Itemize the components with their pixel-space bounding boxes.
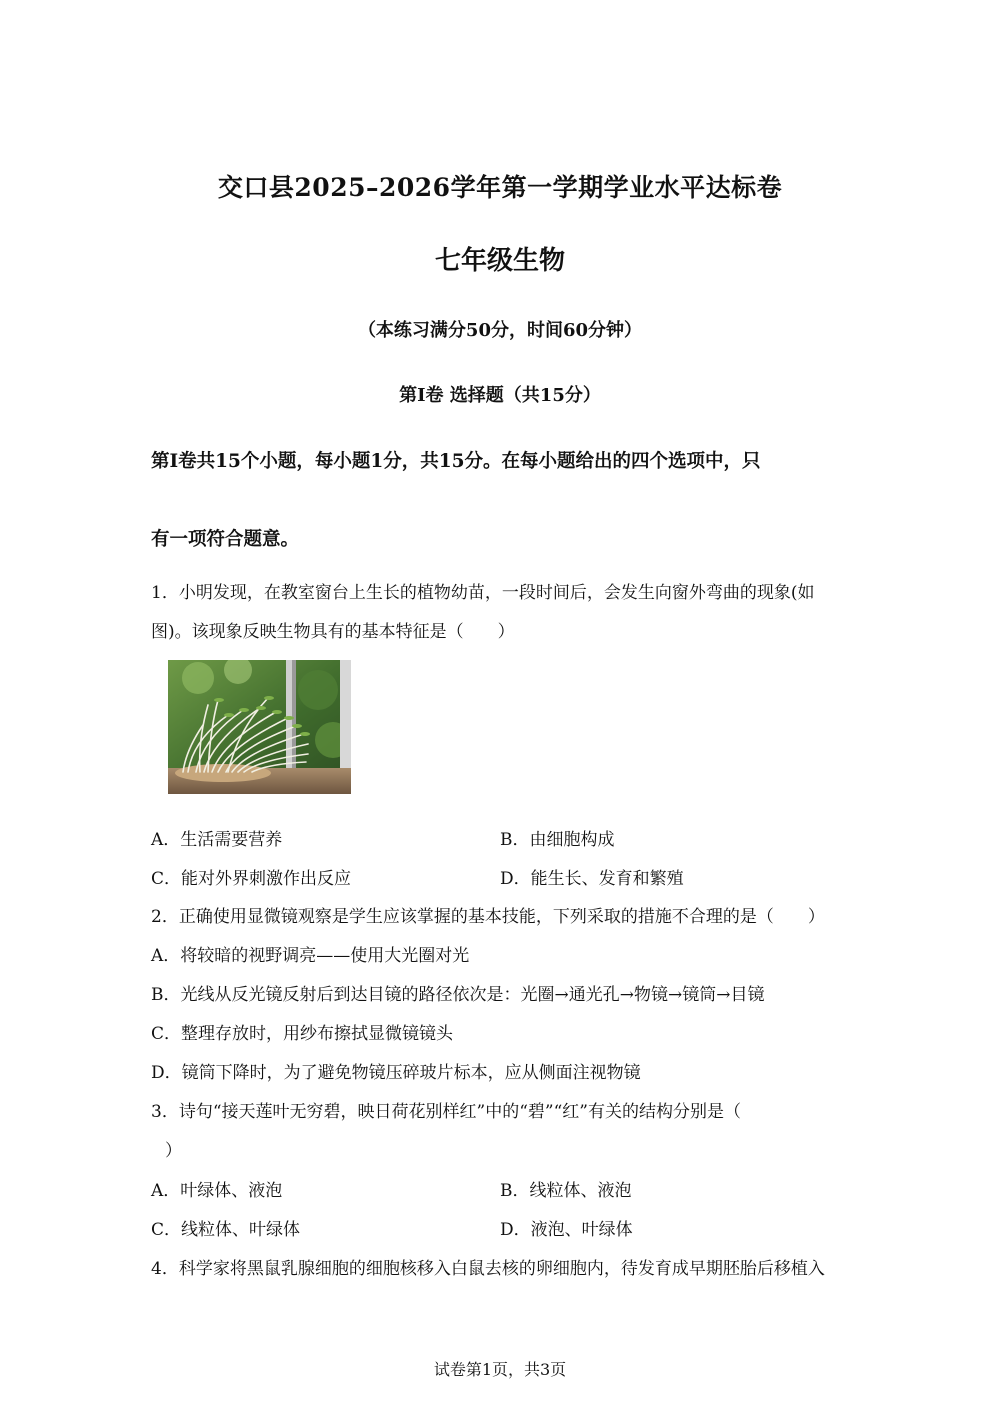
question-4-stem-line-1: 4．科学家将黑鼠乳腺细胞的细胞核移入白鼠去核的卵细胞内，待发育成早期胚胎后移植入 (151, 1259, 825, 1279)
question-3-stem-line-2: ） (165, 1141, 182, 1161)
question-3-option-b: B．线粒体、液泡 (500, 1181, 632, 1201)
question-3-option-c: C．线粒体、叶绿体 (151, 1220, 301, 1240)
seedlings-bending-photo (168, 660, 351, 794)
question-2-option-d: D．镜筒下降时，为了避免物镜压碎玻片标本，应从侧面注视物镜 (151, 1063, 641, 1083)
exam-subject: 七年级生物 (434, 246, 565, 276)
instructions-line-1: 第Ⅰ卷共15个小题，每小题1分，共15分。在每小题给出的四个选项中，只 (151, 451, 761, 472)
section-heading: 第Ⅰ卷 选择题（共15分） (399, 385, 601, 406)
question-3-stem-line-1: 3．诗句“接天莲叶无穷碧，映日荷花别样红”中的“碧”“红”有关的结构分别是（ (151, 1102, 741, 1122)
question-1-stem-line-1: 1．小明发现，在教室窗台上生长的植物幼苗，一段时间后，会发生向窗外弯曲的现象(如 (151, 583, 815, 603)
exam-title: 交口县2025–2026学年第一学期学业水平达标卷 (217, 173, 783, 202)
question-2-option-a: A．将较暗的视野调亮——使用大光圈对光 (151, 946, 470, 966)
question-1-option-c: C．能对外界刺激作出反应 (151, 869, 352, 889)
question-2-option-c: C．整理存放时，用纱布擦拭显微镜镜头 (151, 1024, 454, 1044)
page-footer: 试卷第1页，共3页 (433, 1360, 567, 1379)
question-1-option-b: B．由细胞构成 (500, 830, 615, 850)
question-2-stem: 2．正确使用显微镜观察是学生应该掌握的基本技能，下列采取的措施不合理的是（ ） (151, 907, 825, 927)
question-1-option-d: D．能生长、发育和繁殖 (500, 869, 684, 889)
instructions-line-2: 有一项符合题意。 (151, 529, 300, 550)
question-1-option-a: A．生活需要营养 (151, 830, 283, 850)
exam-note: （本练习满分50分，时间60分钟） (357, 320, 643, 341)
question-2-option-b: B．光线从反光镜反射后到达目镜的路径依次是：光圈→通光孔→物镜→镜筒→目镜 (151, 985, 765, 1005)
question-3-option-a: A．叶绿体、液泡 (151, 1181, 283, 1201)
question-1-stem-line-2: 图)。该现象反映生物具有的基本特征是（ ） (151, 622, 515, 642)
question-3-option-d: D．液泡、叶绿体 (500, 1220, 633, 1240)
